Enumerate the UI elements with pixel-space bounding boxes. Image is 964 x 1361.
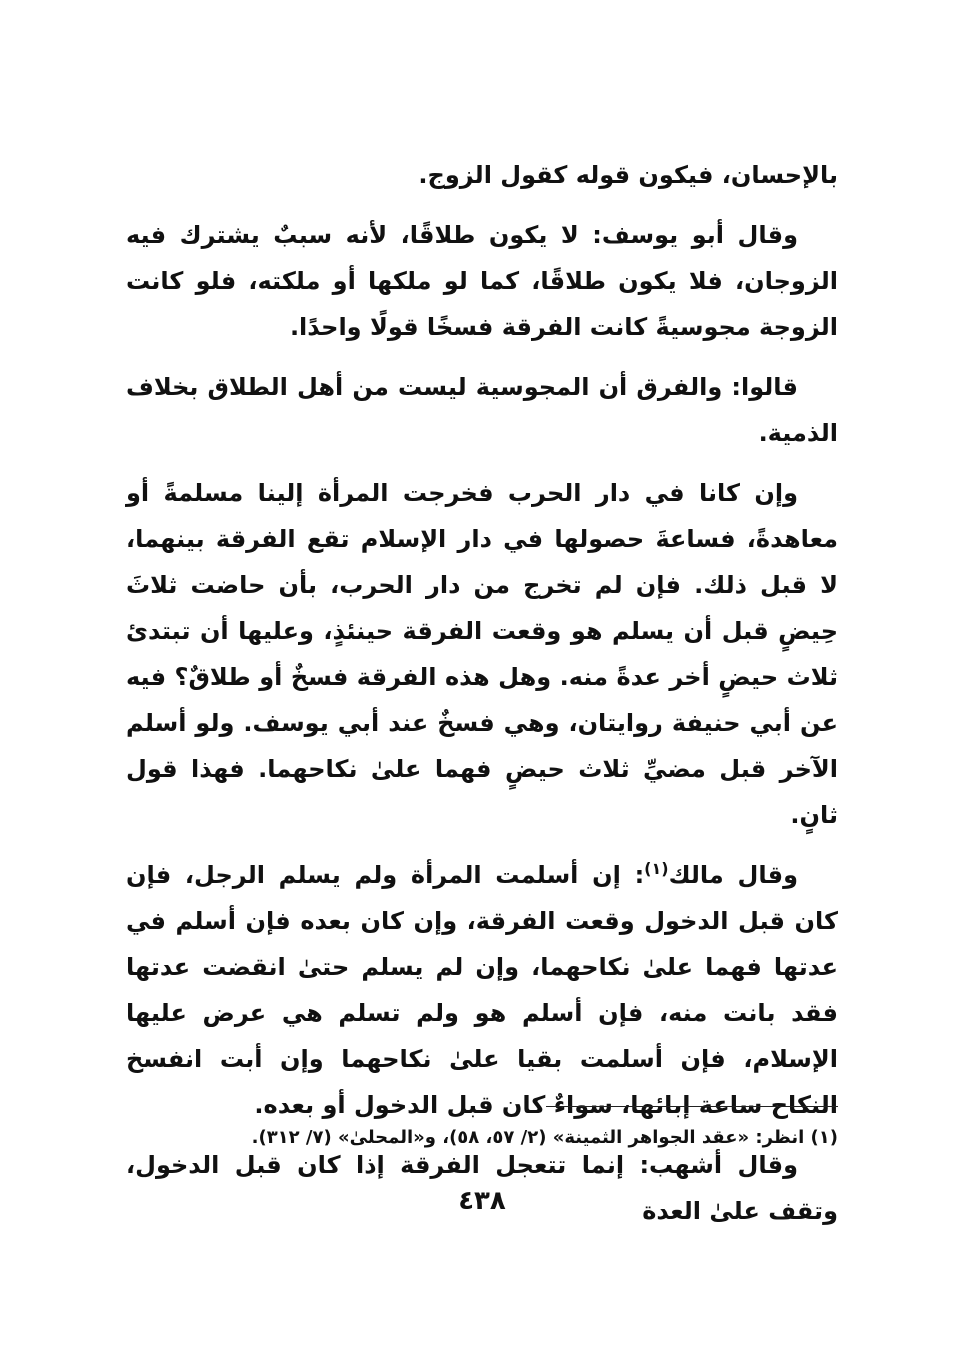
paragraph-4-tail: فهذا قول ثانٍ. <box>126 755 838 829</box>
main-text <box>126 152 838 1248</box>
paragraph-3: قالوا: والفرق أن المجوسية ليست من أهل الطلاق بخلاف الذمية. <box>126 373 838 447</box>
paragraph-5 <box>126 852 838 1128</box>
footnote-reference: (١) <box>644 859 669 878</box>
paragraph-2: وقال أبو يوسف: لا يكون طلاقًا، لأنه سببٌ يشترك فيه الزوجان، فلا يكون طلاقًا، كما لو ملكها أو ملكته، فلو كانت الزوجة مجوسيةً كانت الفرقة فسخًا قولًا واحدًا. <box>126 221 838 341</box>
footnote: (١) انظر: «عقد الجواهر الثمينة» (٢/ ٥٧، ٥٨)، و«المحلىٰ» (٧/ ٣١٢). <box>251 1127 838 1148</box>
paragraph-4 <box>126 470 838 838</box>
paragraph-6: وقال أشهب: إنما تتعجل الفرقة إذا كان قبل الدخول، وتقف علىٰ العدة <box>126 1151 838 1225</box>
page-number: ٤٣٨ <box>458 1186 506 1216</box>
paragraph-5-rest: : إن أسلمت المرأة ولم يسلم الرجل، فإن كان قبل الدخول وقعت الفرقة، وإن كان بعده فإن أسلم في عدتها فهما علىٰ نكاحهما، وإن لم يسلم حتىٰ انقضت عدتها فقد بانت منه، فإن أسلم هو ولم تسلم هي عرض عليها الإسلام، فإن أسلمت بقيا علىٰ نكاحهما وإن أبت انفسخ النكاح ساعة إبائها، سواءٌ كان قبل الدخول أو بعده. <box>126 861 838 1119</box>
paragraph-4-main: وإن كانا في دار الحرب فخرجت المرأة إلينا مسلمةً أو معاهدةً، فساعةَ حصولها في دار الإسلام تقع الفرقة بينهما، لا قبل ذلك. فإن لم تخرج من دار الحرب، بأن حاضت ثلاثَ حِيضٍ قبل أن يسلم هو وقعت الفرقة حينئذٍ، وعليها أن تبتدئ ثلاث حيضٍ أخر عدةً منه. وهل هذه الفرقة فسخٌ أو طلاقٌ؟ فيه عن أبي حنيفة روايتان، وهي فسخٌ عند أبي يوسف. ولو أسلم الآخر قبل مضيِّ ثلاث حيضٍ فهما علىٰ نكاحهما. <box>126 479 838 783</box>
paragraph-1: بالإحسان، فيكون قوله كقول الزوج. <box>418 161 838 189</box>
paragraph-5-start: وقال مالك <box>668 861 798 889</box>
footnote-divider <box>546 1106 838 1107</box>
